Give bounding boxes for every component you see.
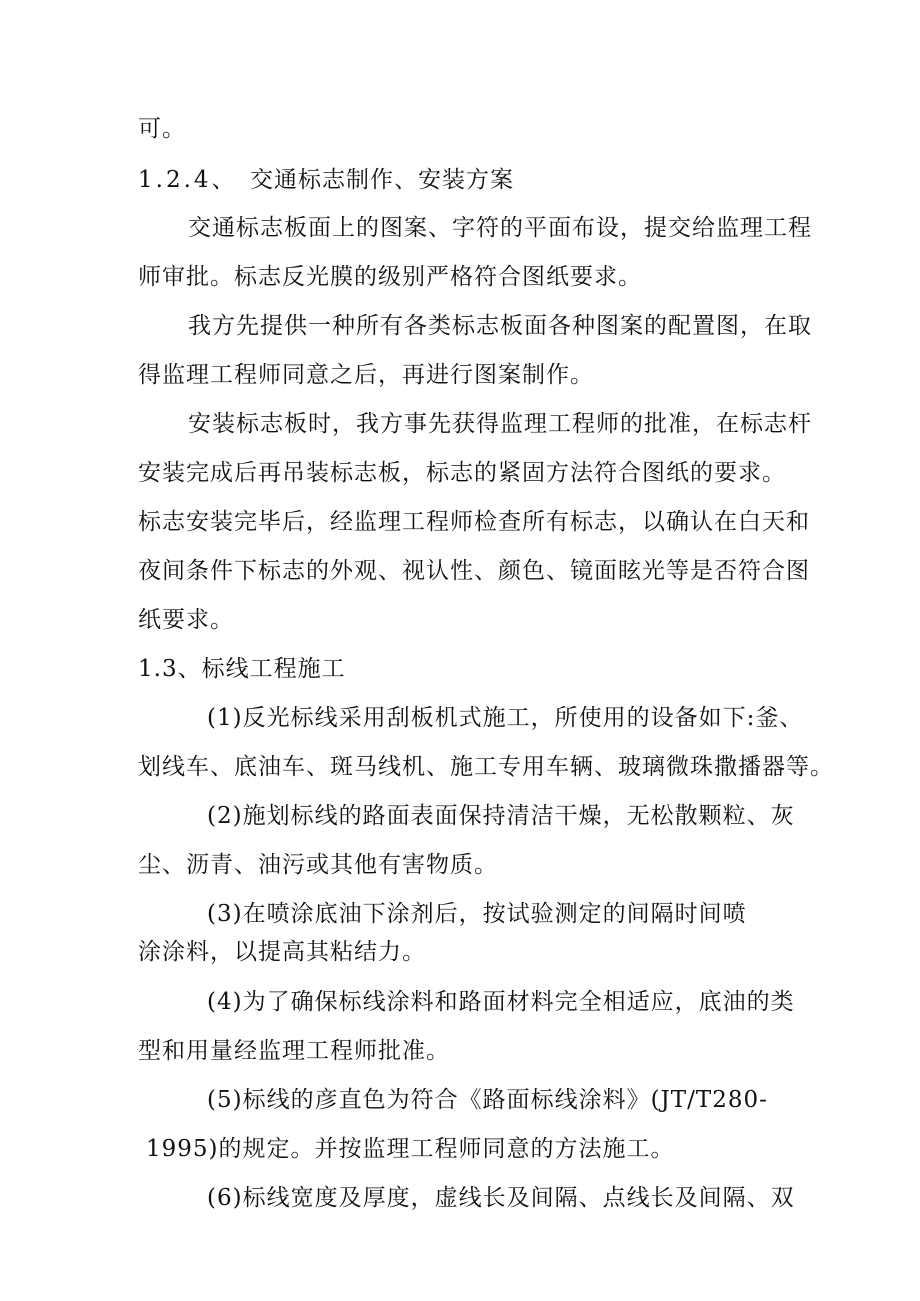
text-line-18: 涂涂料，以提高其粘结力。 [138, 939, 426, 965]
text-line-14: 划线车、底油车、斑马线机、施工专用车辆、玻璃微珠撒播器等。 [138, 754, 834, 780]
section-heading-1-2-4 [138, 165, 514, 195]
text-line-16: 尘、沥青、油污或其他有害物质。 [138, 852, 498, 878]
text-line-8: 安装完成后再吊装标志板，标志的紧固方法符合图纸的要求。 [138, 460, 786, 486]
section-number: 1.2.4、 [138, 167, 238, 193]
text-line-4: 师审批。标志反光膜的级别严格符合图纸要求。 [138, 264, 642, 290]
text-line-10: 夜间条件下标志的外观、视认性、颜色、镜面眩光等是否符合图 [138, 558, 810, 584]
text-line-3: 交通标志板面上的图案、字符的平面布设，提交给监理工程 [188, 215, 812, 241]
text-line-19: (4)为了确保标线涂料和路面材料完全相适应，底油的类 [207, 989, 795, 1015]
text-line-11: 纸要求。 [138, 607, 234, 633]
section-heading-1-3: 1.3、标线工程施工 [138, 656, 346, 682]
text-line-23: (6)标线宽度及厚度，虚线长及间隔、点线长及间隔、双 [207, 1185, 795, 1211]
text-line-7: 安装标志板时，我方事先获得监理工程师的批准，在标志杆 [188, 411, 812, 437]
text-line-21: (5)标线的彦直色为符合《路面标线涂料》(JT/T280- [207, 1087, 768, 1113]
text-line-22: 1995)的规定。并按监理工程师同意的方法施工。 [146, 1136, 675, 1162]
text-line-1: 可。 [138, 116, 186, 142]
section-title: 交通标志制作、安装方案 [250, 167, 514, 193]
text-line-20: 型和用量经监理工程师批准。 [138, 1038, 450, 1064]
text-line-6: 得监理工程师同意之后，再进行图案制作。 [138, 362, 594, 388]
text-line-17: (3)在喷涂底油下涂剂后，按试验测定的间隔时间喷 [207, 901, 747, 927]
text-line-15: (2)施划标线的路面表面保持清洁干燥，无松散颗粒、灰 [207, 803, 795, 829]
text-line-9: 标志安装完毕后，经监理工程师检查所有标志，以确认在白天和 [138, 509, 810, 535]
text-line-5: 我方先提供一种所有各类标志板面各种图案的配置图，在取 [188, 313, 812, 339]
text-line-13: (1)反光标线采用刮板机式施工，所使用的设备如下:釜、 [207, 705, 804, 731]
